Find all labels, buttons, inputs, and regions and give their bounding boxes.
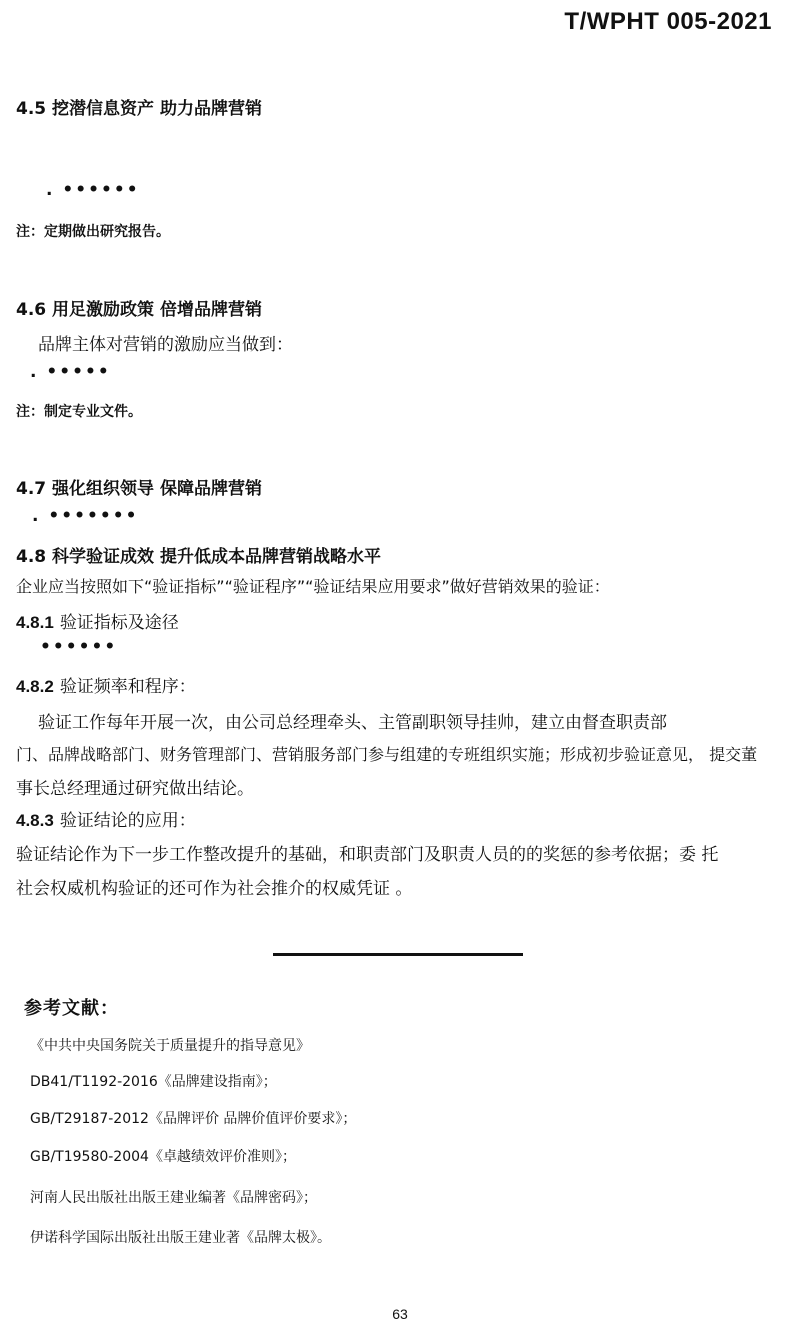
- reference-item: GB/T29187-2012《品牌评价 品牌价值评价要求》；: [30, 1111, 357, 1127]
- section-4-8-3-heading: [16, 806, 196, 831]
- reference-item: 伊诺科学国际出版社出版王建业著《品牌太极》。: [30, 1230, 331, 1246]
- page-number: 63: [392, 1306, 408, 1322]
- section-4-7-ellipsis: . •••••••: [32, 506, 139, 526]
- section-divider: [273, 953, 523, 956]
- section-4-8-2-title: 验证频率和程序：: [59, 677, 196, 697]
- section-4-6-heading: 4.6 用足激励政策 倍增品牌营销: [16, 300, 262, 320]
- section-4-8-2-line-1: 验证工作每年开展一次，由公司总经理牵头、主管副职领导挂帅，建立由督查职责部: [38, 713, 667, 733]
- section-4-7-heading: 4.7 强化组织领导 保障品牌营销: [16, 479, 262, 499]
- section-4-8-3-number: 4.8.3: [16, 811, 54, 830]
- section-4-8-1-title: 验证指标及途径: [59, 613, 179, 633]
- section-4-8-1-number: 4.8.1: [16, 613, 54, 632]
- reference-item: DB41/T1192-2016《品牌建设指南》；: [30, 1074, 277, 1090]
- section-4-8-3-title: 验证结论的应用：: [59, 811, 196, 831]
- section-4-8-2-heading: [16, 672, 196, 697]
- section-4-6-note: 注：制定专业文件。: [16, 404, 142, 420]
- section-4-8-1-ellipsis: ••••••: [40, 637, 118, 657]
- section-4-6-intro: 品牌主体对营销的激励应当做到：: [38, 335, 293, 355]
- section-4-8-2-line-2: 门、品牌战略部门、财务管理部门、营销服务部门参与组建的专班组织实施；形成初步验证意见， 提交董: [16, 745, 758, 764]
- section-4-8-intro: 企业应当按照如下“验证指标”“验证程序”“验证结果应用要求”做好营销效果的验证：: [16, 577, 610, 596]
- section-4-6-ellipsis: . •••••: [30, 362, 111, 382]
- section-4-8-2-number: 4.8.2: [16, 677, 54, 696]
- standard-number: T/WPHT 005-2021: [564, 8, 772, 35]
- section-4-5-heading: 4.5 挖潜信息资产 助力品牌营销: [16, 99, 262, 119]
- section-4-8-2-line-3: 事长总经理通过研究做出结论。: [16, 779, 254, 799]
- section-4-5-note: 注：定期做出研究报告。: [16, 224, 170, 240]
- reference-item: 《中共中央国务院关于质量提升的指导意见》: [30, 1038, 310, 1054]
- references-title: 参考文献：: [24, 998, 119, 1019]
- section-4-8-3-line-1: 验证结论作为下一步工作整改提升的基础，和职责部门及职责人员的的奖惩的参考依据；委 托: [16, 845, 719, 865]
- section-4-5-ellipsis: . ••••••: [46, 180, 140, 200]
- reference-item: GB/T19580-2004《卓越绩效评价准则》；: [30, 1149, 296, 1165]
- section-4-8-1-heading: [16, 608, 179, 633]
- reference-item: 河南人民出版社出版王建业编著《品牌密码》；: [30, 1190, 317, 1206]
- section-4-8-3-line-2: 社会权威机构验证的还可作为社会推介的权威凭证 。: [16, 879, 413, 899]
- section-4-8-heading: 4.8 科学验证成效 提升低成本品牌营销战略水平: [16, 547, 381, 567]
